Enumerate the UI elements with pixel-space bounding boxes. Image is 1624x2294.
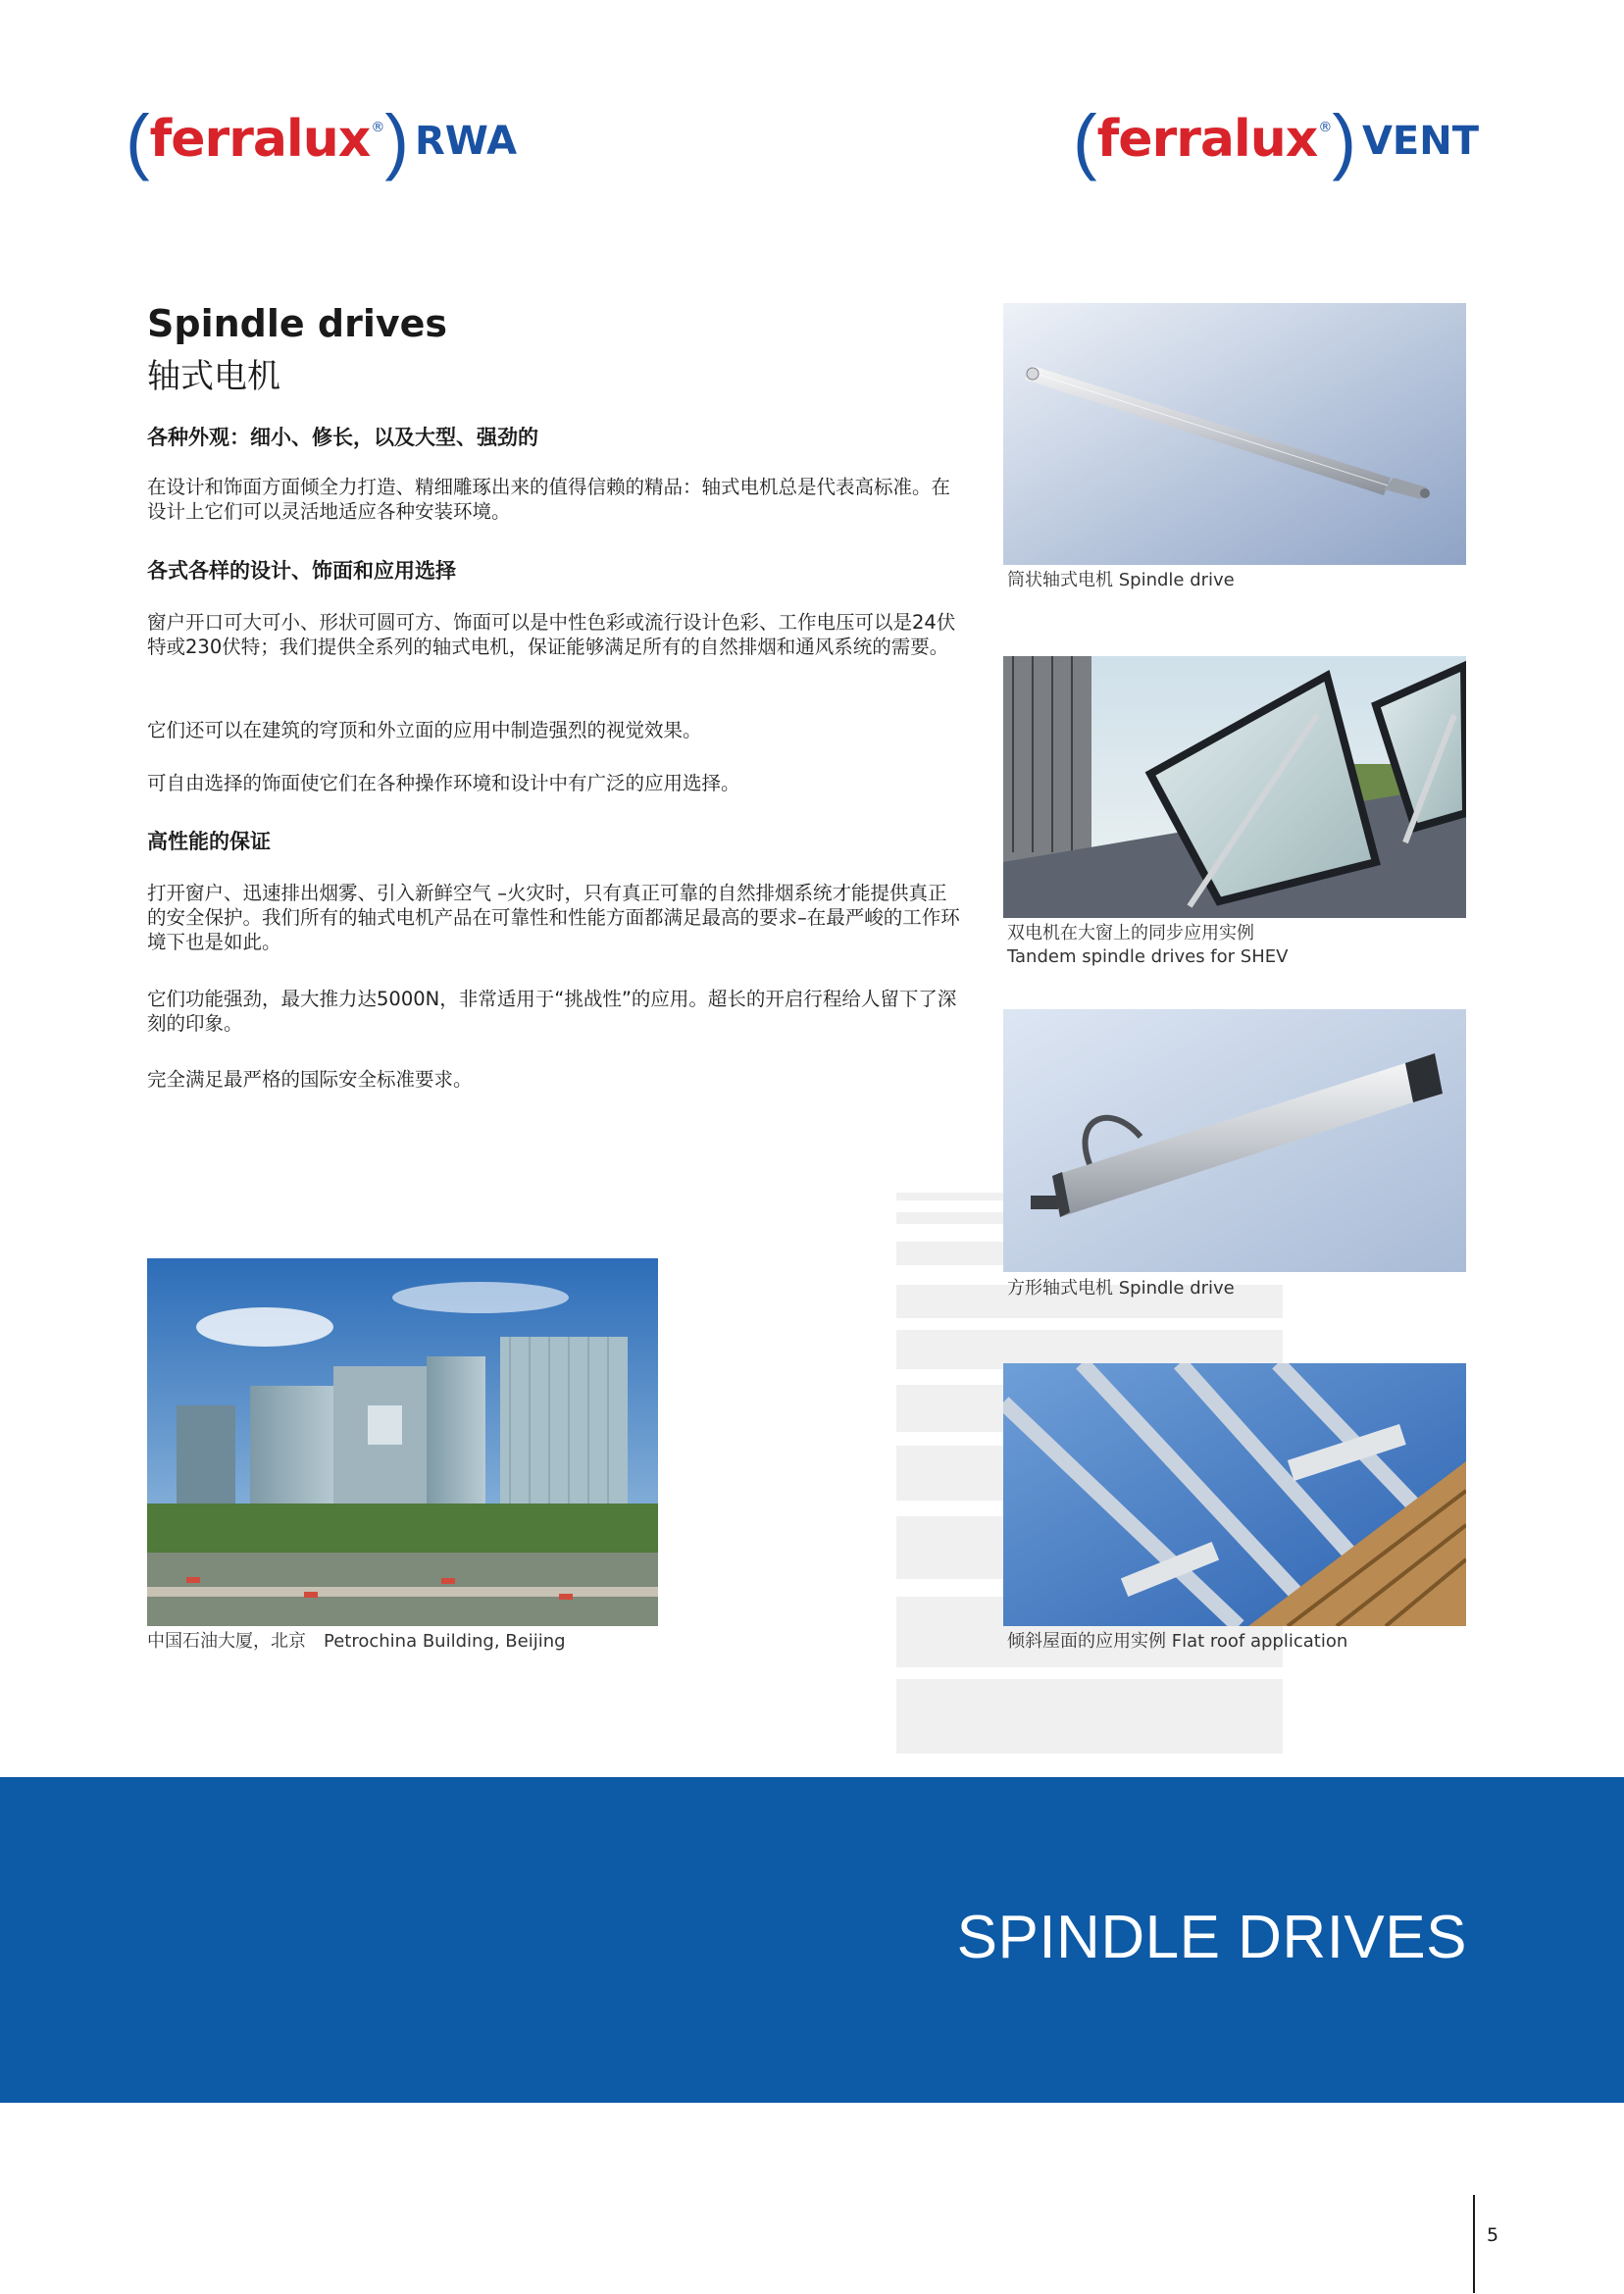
caption-tandem-en: Tandem spindle drives for SHEV [1007,946,1289,967]
ferralux-rwa-logo: ( ferralux ® ) RWA [126,100,518,181]
tandem-drives-photo [1003,656,1466,918]
caption-building: 中国石油大厦，北京 Petrochina Building, Beijing [147,1631,566,1652]
page-title-cn: 轴式电机 [147,357,280,396]
band-title: SPINDLE DRIVES [956,1904,1467,1971]
logo-brand-text: ferralux [1096,110,1318,169]
body-paragraph: 可自由选择的饰面使它们在各种操作环境和设计中有广泛的应用选择。 [147,772,740,794]
logo-suffix-vent: VENT [1361,119,1480,164]
caption-square-drive: 方形轴式电机 Spindle drive [1007,1278,1235,1299]
section-subhead: 高性能的保证 [147,830,271,853]
page-number-divider [1473,2195,1475,2293]
petrochina-building-photo [147,1258,658,1626]
body-paragraph: 完全满足最严格的国际安全标准要求。 [147,1068,473,1091]
ferralux-vent-logo: ( ferralux ® ) VENT [1073,100,1480,181]
body-paragraph: 窗户开口可大可小、形状可圆可方、饰面可以是中性色彩或流行设计色彩、工作电压可以是24伏特或230伏特；我们提供全系列的轴式电机，保证能够满足所有的自然排烟和通风系统的需要。 [147,611,956,658]
square-spindle-drive-photo [1003,1009,1466,1272]
section-subhead: 各种外观：细小、修长，以及大型、强劲的 [147,426,538,449]
page-number: 5 [1487,2224,1499,2246]
caption-tandem-cn: 双电机在大窗上的同步应用实例 [1007,923,1254,943]
caption-flat-roof: 倾斜屋面的应用实例 Flat roof application [1007,1631,1348,1652]
caption-tube-drive: 筒状轴式电机 Spindle drive [1007,570,1235,590]
logo-brand-text: ferralux [149,110,371,169]
body-paragraph: 它们还可以在建筑的穹顶和外立面的应用中制造强烈的视觉效果。 [147,719,702,741]
body-paragraph: 它们功能强劲，最大推力达5000N，非常适用于“挑战性”的应用。超长的开启行程给人留下了深刻的印象。 [147,988,957,1035]
body-paragraph: 打开窗户、迅速排出烟雾、引入新鲜空气 –火灾时，只有真正可靠的自然排烟系统才能提供真正的安全保护。我们所有的轴式电机产品在可靠性和性能方面都满足最高的要求–在最严峻的工作环境下也是如此。 [147,882,960,953]
logo-suffix-rwa: RWA [414,119,518,164]
body-paragraph: 在设计和饰面方面倾全力打造、精细雕琢出来的值得信赖的精品：轴式电机总是代表高标准。在设计上它们可以灵活地适应各种安装环境。 [147,476,951,523]
section-subhead: 各式各样的设计、饰面和应用选择 [147,559,456,583]
decorative-bar [896,1679,1283,1754]
page-title-en: Spindle drives [147,302,448,345]
tube-spindle-drive-photo [1003,303,1466,565]
flat-roof-photo [1003,1363,1466,1626]
